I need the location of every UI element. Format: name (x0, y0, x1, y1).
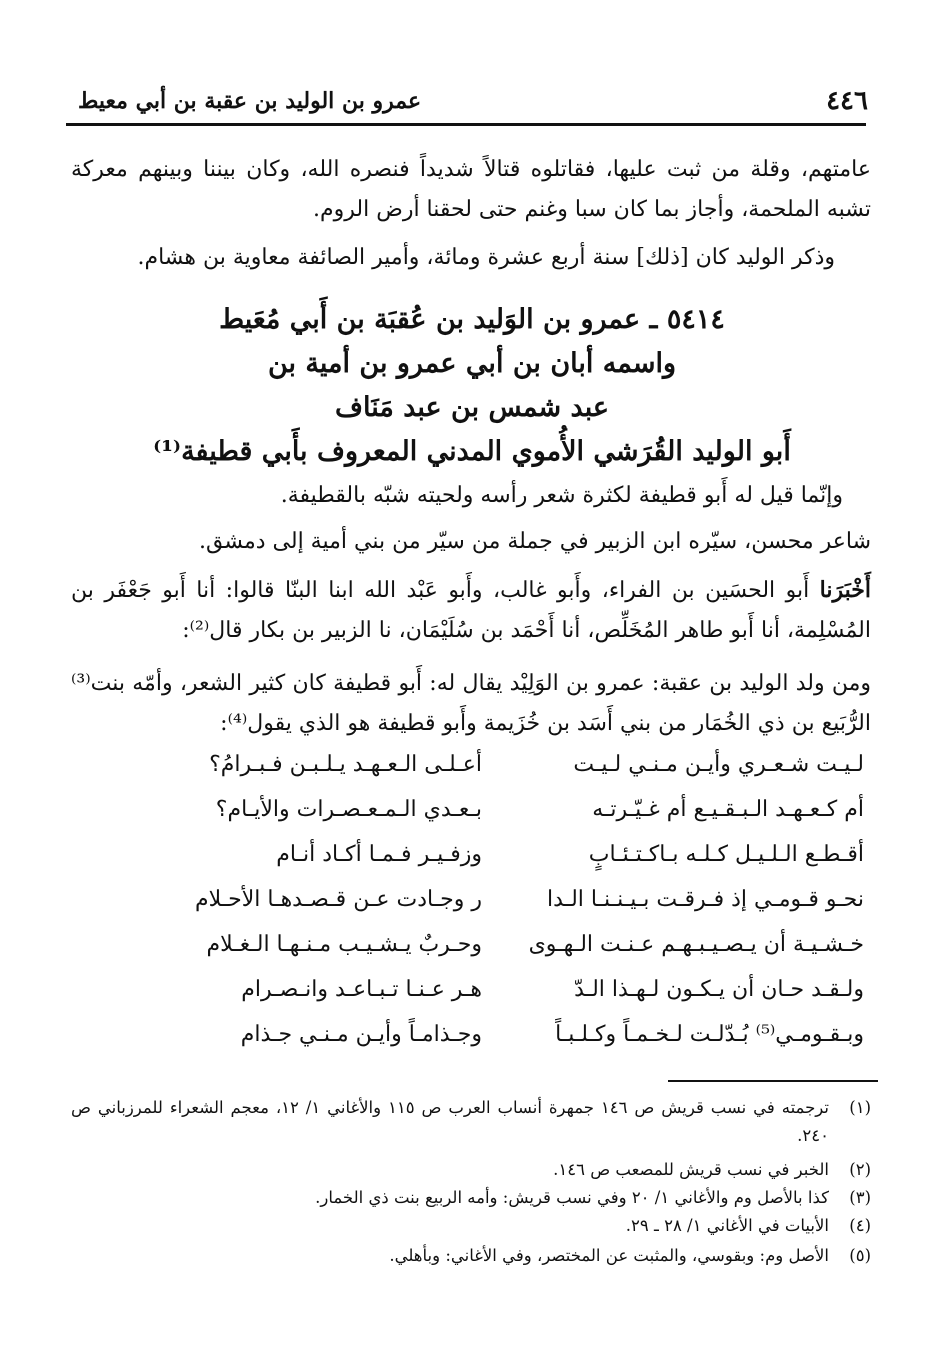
paragraph-4-text: شاعر محسن، سيّره ابن الزبير في جملة من سيّر من بني أمية إلى دمشق. (199, 529, 871, 554)
verse-second-hemistich: بـعـدي الـمـعـصـرات والأيـام؟ (215, 797, 482, 822)
footnote-number: (٥) (849, 1246, 871, 1265)
footnote-text: الأصل وم: وبقوسي، والمثبت عن المختصر، وفي الأغاني: وبأهلي. (389, 1246, 829, 1265)
footnote (71, 1094, 871, 1150)
paragraph-5 (71, 570, 871, 651)
verse-second-hemistich: وزفـيـر فـمـا أكـاد أنـام (276, 842, 482, 867)
paragraph-2-text: وذكر الوليد كان [ذلك] سنة أربع عشرة ومائة، وأمير الصائفة معاوية بن هشام. (137, 245, 835, 270)
poem-verse (72, 977, 872, 1019)
page-header (78, 84, 878, 120)
poem-verse (72, 842, 872, 884)
verse-first-hemistich: أقـطـع الـلـيـل كـلـه بـاكـتـئـابٍ (588, 842, 864, 867)
poem-verse (72, 1022, 872, 1064)
footnote (71, 1212, 871, 1240)
verse-second-hemistich: أعـلـى الـعـهـد يـلـبـن فـبـرامُ؟ (209, 752, 482, 777)
paragraph-6-text: ومن ولد الوليد بن عقبة: عمرو بن الوَلِيْد يقال له: أَبو قطيفة كان كثير الشعر، وأمّه بنت⁽³⁾ الرُّبَيع بن ذي الخُمَار من بني أَسَد بن خُزَيمة وأَبو قطيفة هو الذي يقول⁽⁴⁾: (71, 671, 871, 736)
entry-heading-line-1: ٥٤١٤ ـ عمرو بن الوَليد بن عُقبَة بن أَبي مُعَيط (219, 304, 725, 335)
poem-verse (72, 932, 872, 974)
footnote-text: كذا بالأصل وم والأغاني ١/ ٢٠ وفي نسب قريش: وأمه الربيع بنت ذي الخمار. (315, 1188, 829, 1207)
footnote-text: ترجمته في نسب قريش ص ١٤٦ جمهرة أنساب العرب ص ١١٥ والأغاني ١/ ١٢، معجم الشعراء للمرزباني ص ٢٤٠. (71, 1098, 829, 1145)
entry-heading-line-2: واسمه أبان بن أبي عمرو بن أمية بن (267, 348, 677, 379)
footnote-rule (668, 1080, 878, 1082)
verse-first-hemistich: ولـقـد حـان أن يـكـون لـهـذا الـدّ (574, 977, 864, 1002)
footnote (71, 1184, 871, 1212)
verse-first-hemistich: أم كـعـهـد الـبـقـيـع أم غـيّـرتـه (592, 797, 864, 822)
footnote-text: الأبيات في الأغاني ١/ ٢٨ ـ ٢٩. (625, 1216, 829, 1235)
page-number: ٤٤٦ (826, 86, 868, 116)
footnote-number: (٢) (849, 1160, 871, 1179)
footnote-number: (٤) (849, 1216, 871, 1235)
paragraph-1 (71, 150, 871, 230)
paragraph-5-lead: أَخْبَرَنا (819, 577, 871, 603)
entry-heading-line-3: عبد شمس بن عبد مَنَاف (334, 392, 609, 423)
paragraph-4 (71, 522, 871, 562)
footnote-number: (١) (849, 1098, 871, 1117)
verse-first-hemistich: وبـقـومـي⁽⁵⁾ بُـدّلـت لـخـمـاً وكـلـبـاً (555, 1022, 864, 1047)
footnote-text: الخبر في نسب قريش للمصعب ص ١٤٦. (553, 1160, 829, 1179)
paragraph-5-body (71, 570, 871, 651)
entry-heading-line-4: أَبو الوليد القُرَشي الأُموي المدني المعروف بأَبي قطيفة⁽¹⁾ (153, 436, 791, 467)
verse-first-hemistich: خـشـيـة أن يـصـيـبـهـم عـنـت الـهـوى (528, 932, 864, 957)
paragraph-2 (71, 238, 871, 278)
paragraph-1-text: عامتهم، وقلة من ثبت عليها، فقاتلوه قتالاً شديداً فنصره الله، وكان بيننا وبينهم معركة تشبه الملحمة، وأجاز بما كان سبا وغنم حتى لحقنا أرض الروم. (71, 157, 871, 222)
footnote-number: (٣) (849, 1188, 871, 1207)
paragraph-5-text: أَبو الحسَين بن الفراء، وأَبو غالب، وأَبو عَبْد الله ابنا البنّا قالوا: أنا أَبو جَعْفَر بن المُسْلِمة، أنا أَبو طاهر المُخَلِّص، أنا أَحْمَد بن سُلَيْمَان، نا الزبير بن بكار قال⁽²⁾: (71, 578, 871, 643)
verse-second-hemistich: وحـربٌ يـشـيـب مـنـهـا الـغـلام (206, 932, 482, 957)
verse-second-hemistich: وجـذامـاً وأيـن مـنـي جـذام (240, 1022, 482, 1047)
footnote (71, 1156, 871, 1184)
header-rule (66, 123, 866, 126)
poem-verse (72, 887, 872, 929)
verse-first-hemistich: نحـو قـومـي إذ فـرقـت بـيـنـنـا الـدا (546, 887, 864, 912)
verse-second-hemistich: ر وجـادت عـن قـصـدهـا الأحـلام (194, 887, 482, 912)
footnote (71, 1242, 871, 1270)
poem-verse (72, 752, 872, 794)
verse-second-hemistich: هـر عـنـا تـبـاعـد وانـصـرام (241, 977, 482, 1002)
paragraph-3 (71, 476, 871, 516)
paragraph-6 (71, 664, 871, 744)
paragraph-3-text: وإنّما قيل له أَبو قطيفة لكثرة شعر رأسه ولحيته شبّه بالقطيفة. (280, 483, 843, 508)
verse-first-hemistich: لـيـت شـعـري وأيـن مـنـي لـيـت (573, 752, 864, 777)
poem-verse (72, 797, 872, 839)
running-title: عمرو بن الوليد بن عقبة بن أبي معيط (78, 88, 422, 114)
